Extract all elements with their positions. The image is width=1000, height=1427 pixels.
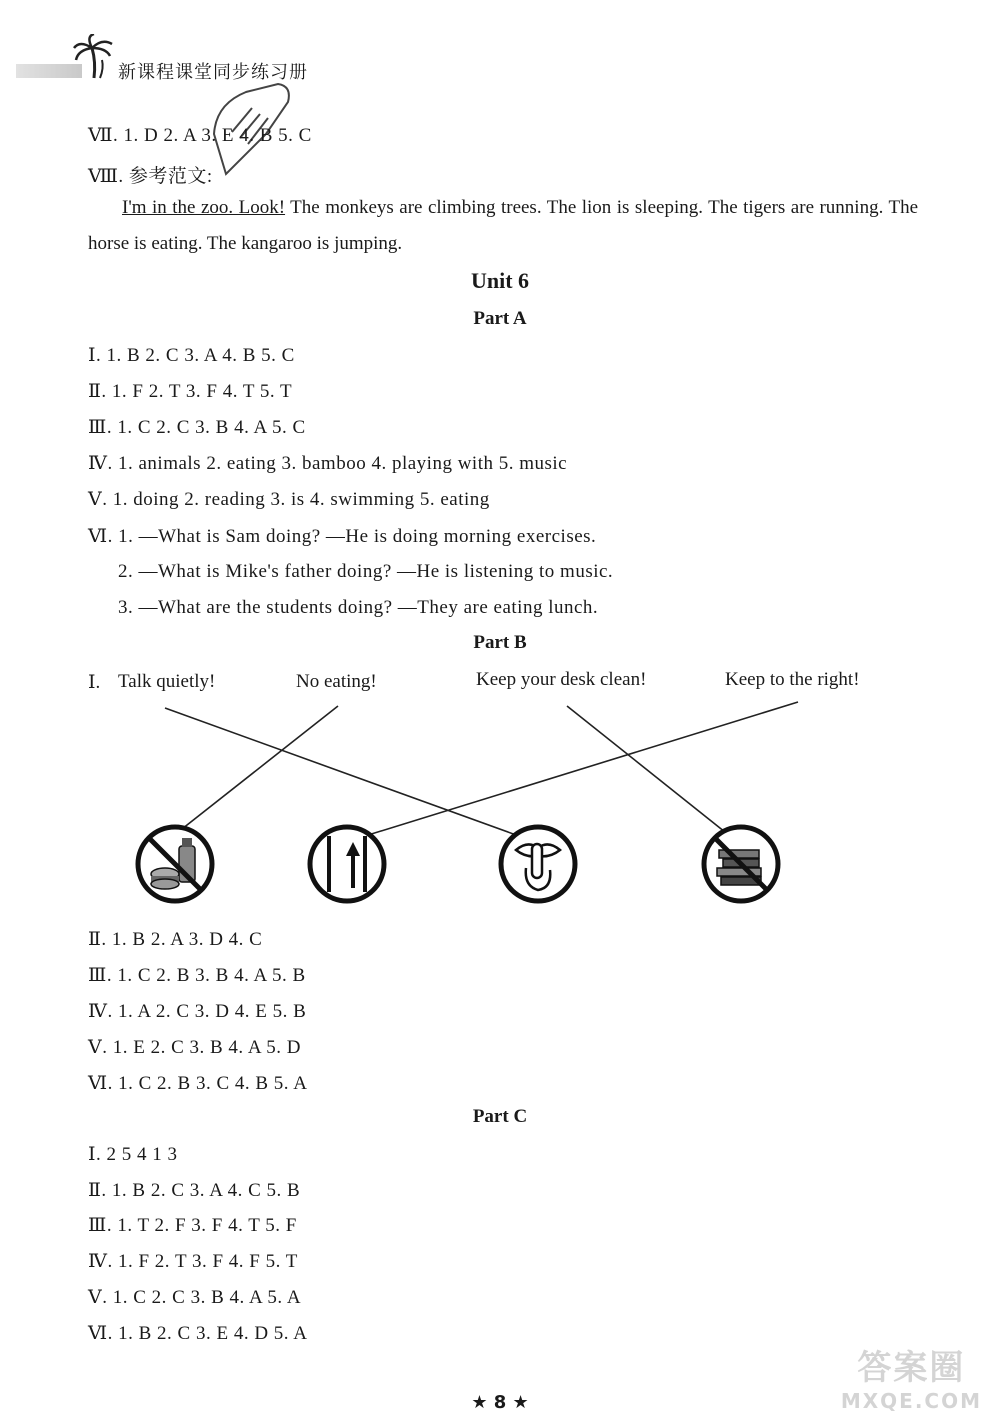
part-a-line: 2. —What is Mike's father doing? —He is listening to music. (118, 561, 614, 582)
part-b-title: Part B (473, 632, 527, 653)
header-title: 新课程课堂同步练习册 (118, 62, 308, 83)
unit-title: Unit 6 (470, 268, 530, 293)
match-label-no-eating: No eating! (296, 671, 377, 692)
no-eating-sign-icon (135, 824, 215, 904)
part-a-line: Ⅲ. 1. C 2. C 3. B 4. A 5. C (88, 417, 306, 438)
part-c-line: Ⅰ. 2 5 4 1 3 (88, 1144, 178, 1165)
part-c-title: Part C (472, 1106, 528, 1127)
answer-line-7: Ⅶ. 1. D 2. A 3. E 4. B 5. C (88, 125, 312, 146)
essay-text: The monkeys are climbing trees. The lion is sleeping. The tigers are running. The horse is eating. The kangaroo is jumping. (88, 197, 919, 254)
watermark-url: MXQE.COM (840, 1389, 982, 1413)
part-a-line: Ⅴ. 1. doing 2. reading 3. is 4. swimming 5. eating (88, 489, 490, 510)
match-label-talk-quietly: Talk quietly! (118, 671, 216, 692)
part-b-line: Ⅲ. 1. C 2. B 3. B 4. A 5. B (88, 965, 306, 986)
part-c-line: Ⅳ. 1. F 2. T 3. F 4. F 5. T (88, 1251, 298, 1272)
part-a-line: Ⅳ. 1. animals 2. eating 3. bamboo 4. playing with 5. music (88, 453, 568, 474)
part-c-line: Ⅴ. 1. C 2. C 3. B 4. A 5. A (88, 1287, 302, 1308)
part-b-line: Ⅱ. 1. B 2. A 3. D 4. C (88, 929, 263, 950)
part-b-line: Ⅳ. 1. A 2. C 3. D 4. E 5. B (88, 1001, 307, 1022)
part-a-line: Ⅵ. 1. —What is Sam doing? —He is doing morning exercises. (88, 526, 597, 547)
keep-right-sign-icon (307, 824, 387, 904)
part-a-title: Part A (473, 308, 527, 329)
watermark (841, 1340, 982, 1413)
no-messy-desk-sign-icon (701, 824, 781, 904)
part-b-line: Ⅵ. 1. C 2. B 3. C 4. B 5. A (88, 1073, 308, 1094)
part-a-line: 3. —What are the students doing? —They are eating lunch. (118, 597, 599, 618)
part-a-line: Ⅱ. 1. F 2. T 3. F 4. T 5. T (88, 381, 293, 402)
watermark-title: 答案圈 (857, 1348, 966, 1388)
quiet-sign-icon (498, 824, 578, 904)
part-c-line: Ⅱ. 1. B 2. C 3. A 4. C 5. B (88, 1180, 301, 1201)
part-c-line: Ⅵ. 1. B 2. C 3. E 4. D 5. A (88, 1323, 308, 1344)
page-number: ★ 8 ★ (471, 1392, 529, 1413)
answer-line-8: Ⅷ. 参考范文: (88, 166, 213, 187)
match-label-keep-desk-clean: Keep your desk clean! (476, 669, 647, 690)
part-a-line: Ⅰ. 1. B 2. C 3. A 4. B 5. C (88, 345, 295, 366)
match-prefix: Ⅰ. (88, 672, 101, 693)
essay-underlined-text: I'm in the zoo. Look! (122, 197, 286, 218)
part-c-line: Ⅲ. 1. T 2. F 3. F 4. T 5. F (88, 1215, 297, 1236)
match-label-keep-right: Keep to the right! (725, 669, 860, 690)
part-b-line: Ⅴ. 1. E 2. C 3. B 4. A 5. D (88, 1037, 302, 1058)
